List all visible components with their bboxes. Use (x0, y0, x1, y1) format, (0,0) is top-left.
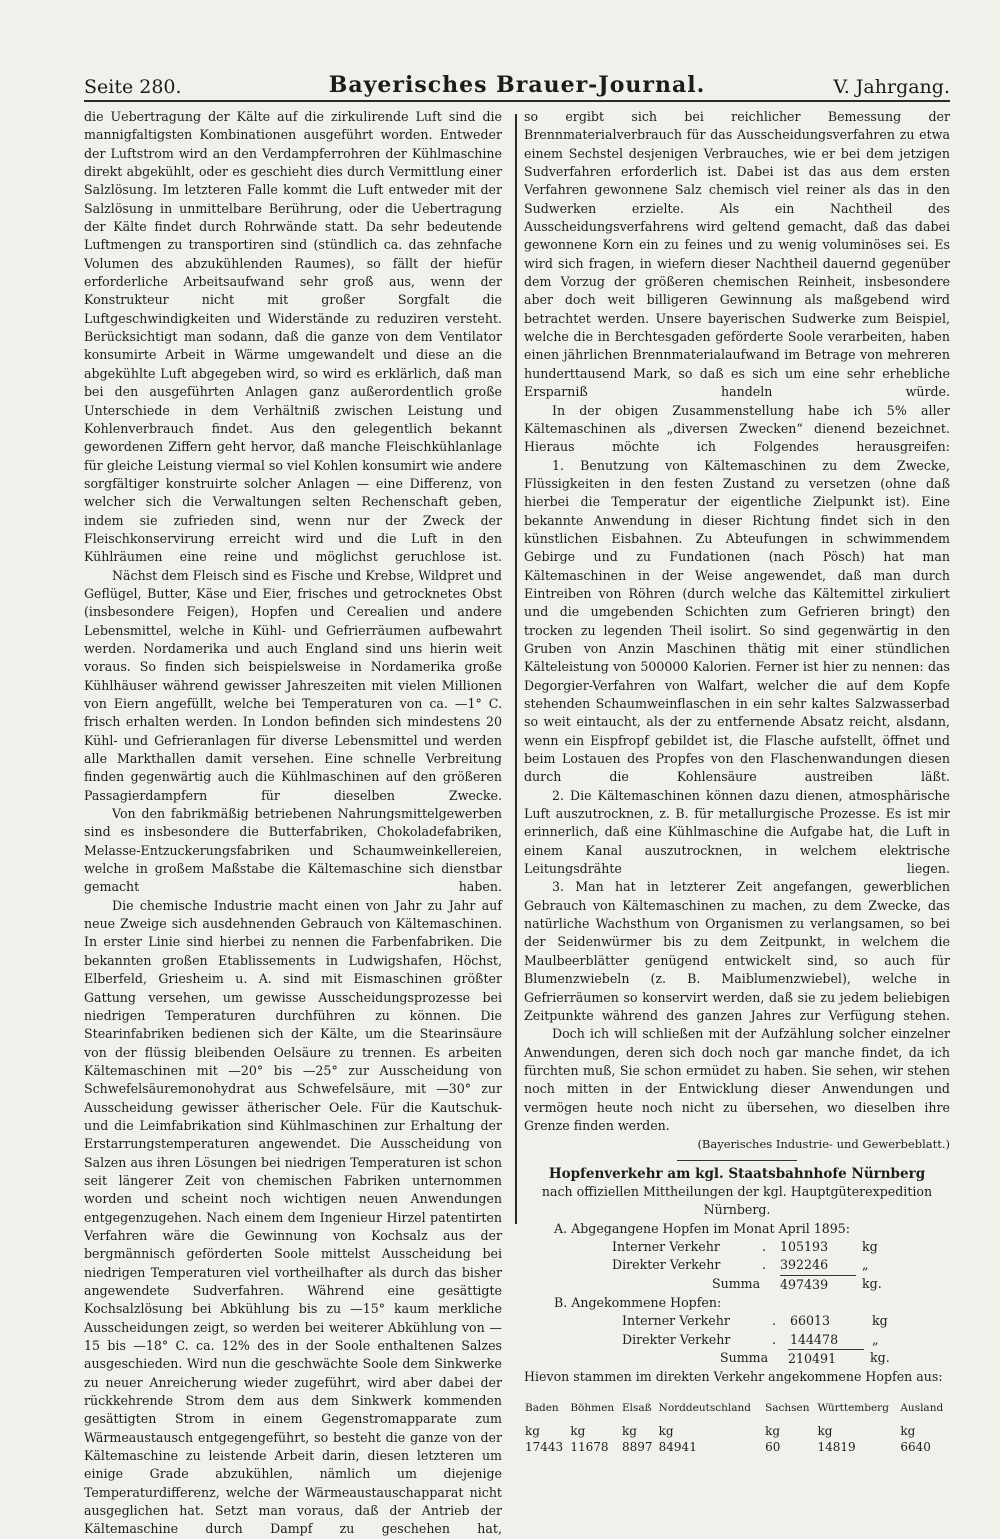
origin-unit: kg (570, 1423, 586, 1438)
origin-unit: kg (621, 1423, 637, 1438)
origin-name: Norddeutschland (658, 1401, 751, 1414)
stat-dot: . (762, 1238, 767, 1254)
paragraph: Die chemische Industrie macht einen von Jahr zu Jahr auf neue Zweige sich ausdehnenden Gebrauch von Kältemaschinen. In erster Linie sind hierbei zu nennen die Farbenfabriken. Die bekannten großen Etablissements in Ludwigshafen, Höchst, Elberfeld, Griesheim u. A. sind mit Eismaschinen größter Gattung versehen, um gewisse Ausscheidungsprozesse bei niedrigen Temperaturen durchführen zu können. Die Stearinfabriken bedienen sich der Kälte, um die Stearinsäure von der flüssig bleibenden Oelsäure zu trennen. Es arbeiten Kältemaschinen mit —20° bis —25° zur Ausscheidung von Schwefelsäuremonohydrat aus Schwefelsäure, mit —30° zur Ausscheidung gewisser ätherischer Oele. Für die Kautschuk- und die Leimfabrikation sind Kühlmaschinen zur Erhaltung der Erstarrungstemperaturen angewendet. Die Ausscheidung von Salzen aus ihren Lösungen bei niedrigen Temperaturen ist schon seit längerer Zeit von chemischen Fabriken unternommen worden und scheint noch wichtigen neuen Anwendungen entgegenzugehen. Nach einem dem Ingenieur Hirzel patentirten Verfahren wäre die Gewinnung von Kochsalz aus der bergmännisch geförderten Soole mittelst Ausscheidung bei niedrigen Temperaturen viel vortheilhafter als durch das bisher angewendete Sudverfahren. Während eine gesättigte Kochsalzlösung bei Abkühlung bis zu —15° kaum merkliche Ausscheidungen zeigt, so werden bei weiterer Abkühlung von —15 bis —18° C. ca. 12% des in der Soole enthaltenen Salzes ausgeschieden. Wird nun die geschwächte Soole dem Sinkwerke zu neuer Anreicherung wieder zugeführt, wird aber dabei der rückkehrende Strom dem aus dem Sinkwerk kommenden gesättigten Strom in einem Gegenstromapparate zum Wärmeaustausch entgegengeführt, so besteht die ganze von der Kältemaschine zu leistende Arbeit darin, diesen letzteren um einige Grade abzukühlen, nämlich um diejenige Temperaturdifferenz, welche der Wärmeaustauschapparat nicht ausgeglichen hat. Setzt man voraus, daß der Antrieb der Kältemaschine durch Dampf zu geschehen hat, (84, 897, 502, 1537)
stat-dot: . (772, 1313, 777, 1329)
left-column (84, 108, 502, 1539)
origin-unit: kg (525, 1423, 540, 1438)
origin-unit: kg (658, 1423, 674, 1438)
origin-value: 84941 (658, 1439, 697, 1454)
section-b-heading: B. Angekommene Hopfen: (554, 1295, 722, 1310)
stat-unit: „ (862, 1257, 869, 1273)
paragraph: Nächst dem Fleisch sind es Fische und Krebse, Wildpret und Geflügel, Butter, Käse und Eier, frisches und getrocknetes Obst (insbesondere Feigen), Hopfen und Cerealien und andere Lebensmittel, welche in Kühl- und Gefrierräumen aufbewahrt werden. Nordamerika und auch England sind uns hierin weit voraus. So finden sich beispielsweise in Nordamerika große Kühlhäuser während gewisser Jahreszeiten mit vielen Millionen von Eiern angefüllt, welche bei Temperaturen von ca. —1° C. frisch erhalten werden. In London befinden sich mindestens 20 Kühl- und Gefrieranlagen für diverse Lebensmittel und werden alle Markthallen damit versehen. Eine schnelle Verbreitung finden gegenwärtig auch die Kühlmaschinen auf den größeren Passagierdampfern für dieselben Zwecke. (84, 567, 502, 803)
paragraph: Doch ich will schließen mit der Aufzählung solcher einzelner Anwendungen, deren sich doch noch gar manche findet, da ich fürchten muß, Sie schon ermüdet zu haben. Sie sehen, wir stehen noch mitten in der Entwicklung dieser Anwendungen und vermögen heute noch nicht zu übersehen, wo dieselben ihre Grenze finden werden. (524, 1026, 950, 1133)
origin-unit: kg (900, 1423, 916, 1438)
source-credit: (Bayerisches Industrie- und Gewerbeblatt.) (697, 1137, 950, 1152)
sum-row (524, 1275, 950, 1294)
sum-value: 210491 (788, 1349, 864, 1368)
sum-label: Summa (720, 1350, 769, 1366)
right-column (524, 108, 950, 1455)
origin-value: 17443 (525, 1439, 564, 1454)
stat-unit: „ (872, 1331, 879, 1347)
sum-value: 497439 (780, 1275, 856, 1294)
stat-label: Interner Verkehr (622, 1313, 730, 1329)
volume-label: V. Jahrgang. (833, 76, 950, 98)
section-divider (677, 1160, 797, 1161)
sum-row (524, 1349, 950, 1368)
sum-unit: kg. (862, 1275, 882, 1291)
origin-unit-row (524, 1423, 950, 1439)
origin-value: 6640 (900, 1439, 931, 1454)
hops-section-subtitle: nach offiziellen Mittheilungen der kgl. Hauptgüterexpedition Nürnberg. (541, 1183, 933, 1218)
origin-unit: kg (817, 1423, 833, 1438)
origin-name: Böhmen (570, 1401, 615, 1414)
origin-table (524, 1393, 950, 1455)
origin-value: 60 (765, 1439, 781, 1454)
paragraph: 2. Die Kältemaschinen können dazu dienen, atmosphärische Luft auszutrocknen, z. B. für metallurgische Prozesse. Es ist mir erinnerlich, daß eine Kühlmaschine die Aufgabe hat, die Luft in einem Kanal auszutrocknen, in welchem elektrische Leitungsdrähte liegen. (524, 787, 950, 877)
origin-name: Sachsen (765, 1401, 810, 1414)
header-rule (84, 100, 950, 102)
stat-label: Direkter Verkehr (612, 1257, 721, 1273)
paragraph: die Uebertragung der Kälte auf die zirkulirende Luft sind die mannigfaltigsten Kombinationen ausgeführt worden. Entweder der Luftstrom wird an den Verdampferrohren der Kühlmaschine direkt abgekühlt, oder es geschieht dies durch Vermittlung einer Salzlösung. Im letzteren Falle kommt die Luft entweder mit der Salzlösung in unmittelbare Berührung, oder die Uebertragung der Kälte findet durch Rohrwände statt. Da sehr bedeutende Luftmengen zu transportiren sind (stündlich ca. das zehnfache Volumen des abzukühlenden Raumes), so fällt der hiefür erforderliche Arbeitsaufwand sehr groß aus, wenn der Konstrukteur nicht mit großer Sorgfalt die Luftgeschwindigkeiten und Widerstände zu reduziren versteht. Berücksichtigt man sodann, daß die ganze von dem Ventilator konsumirte Arbeit in Wärme umgewandelt und diese an die abgekühlte Luft abgegeben wird, so wird es erklärlich, daß man bei den ausgeführten Anlagen ganz außerordentlich große Unterschiede in dem Verhältniß zwischen Leistung und Kohlenverbrauch findet. Aus den gelegentlich bekannt gewordenen Ziffern geht hervor, daß manche Fleischkühlanlage für gleiche Leistung viermal so viel Kohlen konsumirt wie andere sorgfältiger konstruirte solcher Anlagen — eine Differenz, von welcher sich die Verwaltungen selten Rechenschaft geben, indem sie zufrieden sind, wenn nur der Zweck der Fleischkonservirung erreicht wird und die Luft in den Kühlräumen eine reine und möglichst geruchlose ist. (84, 109, 502, 565)
origin-name: Ausland (900, 1401, 944, 1414)
origin-name: Elsaß (621, 1401, 652, 1414)
page-number: Seite 280. (84, 76, 182, 98)
stat-value: 392246 (780, 1257, 829, 1273)
stat-value: 66013 (790, 1313, 831, 1329)
page-header (84, 72, 950, 102)
origin-name: Baden (525, 1401, 559, 1414)
origin-value: 11678 (570, 1439, 609, 1454)
paragraph: 3. Man hat in letzterer Zeit angefangen, gewerblichen Gebrauch von Kältemaschinen zu machen, zu dem Zwecke, das natürliche Wachsthum von Organismen zu verlangsamen, so bei der Seidenwürmer bis zu dem Zeitpunkt, in welchem die Maulbeerblätter genügend entwickelt sind, so auch für Blumenzwiebeln (z. B. Maiblumenzwiebel), welche in Gefrierräumen so konservirt werden, daß sie zu jedem beliebigen Zeitpunkte während des ganzen Jahres zur Verfügung stehen. (524, 879, 950, 1023)
origin-name: Württemberg (817, 1401, 889, 1414)
paragraph: Von den fabrikmäßig betriebenen Nahrungsmittelgewerben sind es insbesondere die Butterfabriken, Chokoladefabriken, Melasse-Entzuckerungsfabriken und Schaumweinkellereien, welche in großem Maßstabe die Kältemaschine sich dienstbar gemacht haben. (84, 806, 502, 895)
sum-label: Summa (712, 1275, 761, 1291)
stat-value: 144478 (790, 1331, 839, 1347)
stat-value: 105193 (780, 1238, 829, 1254)
stat-row (524, 1238, 950, 1256)
section-a-heading: A. Abgegangene Hopfen im Monat April 1895: (554, 1220, 851, 1236)
origin-header-row (524, 1393, 950, 1423)
paragraph: In der obigen Zusammenstellung habe ich 5% aller Kältemaschinen als „diversen Zwecken“ dienend bezeichnet. Hieraus möchte ich Folgendes herausgreifen: (524, 402, 950, 455)
origin-unit: kg (765, 1423, 781, 1438)
stat-row (524, 1312, 950, 1330)
stat-unit: kg (862, 1238, 878, 1254)
origin-value: 8897 (621, 1439, 653, 1454)
stat-unit: kg (872, 1313, 888, 1329)
paragraph: so ergibt sich bei reichlicher Bemessung der Brennmaterialverbrauch für das Ausscheidungsverfahren zu etwa einem Sechstel desjenigen Verbrauches, wie er bei dem jetzigen Sudverfahren erforderlich ist. Dabei ist das aus dem ersten Verfahren gewonnene Salz chemisch viel reiner als das in den Sudwerken erzielte. Als ein Nachtheil des Ausscheidungsverfahrens wird geltend gemacht, daß das dabei gewonnene Korn ein zu feines und zu wenig voluminöses sei. Es wird sich fragen, in wiefern dieser Nachtheil dauernd gegenüber dem Vorzug der größeren chemischen Reinheit, insbesondere aber doch weit billigeren Gewinnung als maßgebend wird betrachtet werden. Unsere bayerischen Sudwerke zum Beispiel, welche die in Berchtesgaden geförderte Soole verarbeiten, haben einen jährlichen Brennmaterialaufwand im Betrage von mehreren hunderttausend Mark, so daß es sich um eine sehr erhebliche Ersparniß handeln würde. (524, 109, 950, 400)
origin-value: 14819 (817, 1439, 856, 1454)
sum-unit: kg. (870, 1350, 890, 1366)
hops-section-title: Hopfenverkehr am kgl. Staatsbahnhofe Nürnberg (548, 1165, 926, 1182)
paragraph: 1. Benutzung von Kältemaschinen zu dem Zwecke, Flüssigkeiten in den festen Zustand zu versetzen (ohne daß hierbei die Temperatur der eigentliche Zielpunkt ist). Eine bekannte Anwendung in dieser Richtung findet sich in den künstlichen Eisbahnen. Zu Abteufungen in schwimmendem Gebirge und zu Fundationen (nach Pösch) hat man Kältemaschinen in der Weise angewendet, daß man durch Eintreiben von Röhren (durch welche das Kältemittel zirkuliert und die umgebenden Schichten zum Gefrieren bringt) den trocken zu legenden Theil isolirt. So sind gegenwärtig in den Gruben von Anzin Maschinen thätig mit einer stündlichen Kälteleistung von 500000 Kalorien. Ferner ist hier zu nennen: das Degorgier-Verfahren von Walfart, welcher die auf dem Kopfe stehenden Schaumweinflaschen in ein sehr kaltes Salzwasserbad so weit eintaucht, als der zu entfernende Absatz reicht, alsdann, wenn ein Eispfropf gebildet ist, die Flasche aufstellt, öffnet und beim Lostauen des Propfes von den Flaschenwandungen diesen durch die Kohlensäure austreiben läßt. (524, 457, 950, 785)
stat-label: Direkter Verkehr (622, 1331, 731, 1347)
origin-value-row (524, 1439, 950, 1455)
column-divider (515, 114, 517, 1224)
stat-dot: . (762, 1257, 767, 1273)
stat-dot: . (772, 1331, 777, 1347)
journal-title: Bayerisches Brauer-Journal. (328, 72, 706, 98)
stat-row (524, 1331, 950, 1349)
stat-row (524, 1256, 950, 1274)
stat-label: Interner Verkehr (612, 1238, 720, 1254)
origin-intro: Hievon stammen im direkten Verkehr angekommene Hopfen aus: (524, 1369, 943, 1385)
